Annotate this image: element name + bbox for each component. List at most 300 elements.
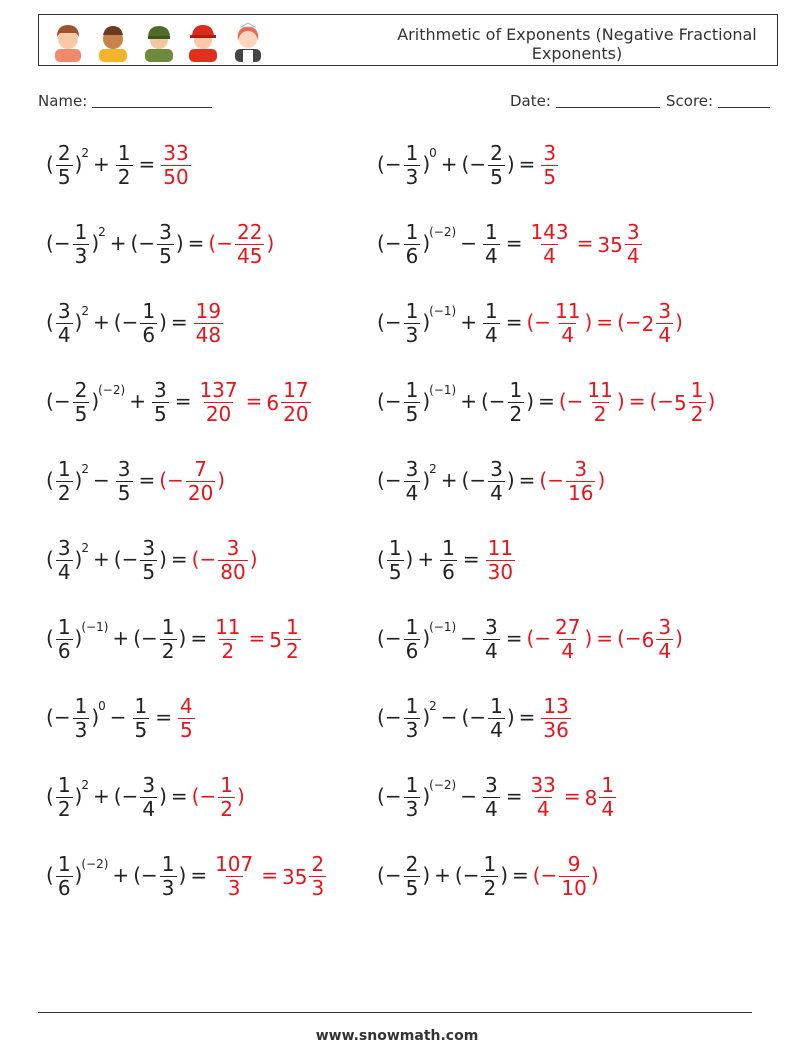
operator: + (129, 389, 146, 413)
denominator: 2 (57, 481, 71, 505)
sign: − (624, 310, 642, 334)
exponent: 2 (81, 146, 89, 160)
paren: ) (159, 547, 167, 571)
paren: ( (46, 152, 54, 176)
denominator: 2 (220, 797, 233, 821)
paren: ) (707, 389, 716, 413)
numerator: 1 (405, 694, 419, 718)
problem-19 (46, 853, 328, 913)
denominator: 5 (180, 718, 193, 742)
denominator: 6 (57, 876, 71, 900)
problem-16 (377, 695, 573, 755)
sign: − (384, 231, 402, 255)
sign: − (53, 231, 71, 255)
denominator: 2 (593, 402, 607, 426)
date-label: Date: (510, 92, 551, 110)
exponent: 2 (81, 304, 89, 318)
operator: − (460, 231, 477, 255)
paren: ) (159, 310, 167, 334)
numerator: 3 (57, 299, 71, 323)
fraction (483, 221, 500, 268)
sign: − (53, 389, 71, 413)
exponent: (−2) (98, 383, 126, 397)
numerator: 3 (484, 615, 498, 639)
numerator: 11 (215, 615, 241, 639)
name-blank[interactable] (92, 93, 212, 108)
denominator: 3 (74, 244, 88, 268)
numerator: 1 (509, 378, 523, 402)
paren: ( (377, 468, 385, 492)
operator: + (440, 468, 458, 492)
answer (195, 378, 312, 426)
denominator: 6 (405, 244, 419, 268)
answer (208, 220, 275, 268)
answer-fraction (553, 616, 582, 663)
denominator: 30 (487, 560, 514, 584)
mixed-whole: 2 (641, 311, 655, 336)
numerator: 1 (286, 615, 299, 639)
paren: ( (208, 231, 217, 255)
paren: ) (91, 389, 100, 413)
numerator: 1 (442, 536, 455, 560)
exponent: 2 (429, 699, 437, 713)
sign: − (384, 310, 402, 334)
sign: − (384, 863, 402, 887)
paren: ) (249, 547, 258, 571)
numerator: 1 (405, 378, 419, 402)
mixed-fraction (309, 853, 326, 900)
paren: ( (46, 784, 54, 808)
denominator: 5 (74, 402, 88, 426)
denominator: 4 (543, 244, 556, 268)
fraction (73, 221, 90, 268)
operator: + (417, 547, 435, 571)
sign: − (384, 705, 402, 729)
operator: + (109, 231, 127, 255)
paren: ( (133, 863, 141, 887)
numerator: 1 (388, 536, 402, 560)
paren: ( (461, 152, 470, 176)
paren: ( (377, 152, 385, 176)
numerator: 3 (226, 536, 240, 560)
answer (484, 536, 517, 584)
numerator: 1 (484, 299, 498, 323)
footer-url: www.snowmath.com (315, 1028, 479, 1044)
equals: = (505, 784, 523, 808)
operator: − (460, 626, 477, 650)
paren: ( (130, 231, 139, 255)
answer-fraction (528, 774, 557, 821)
sign: − (53, 705, 71, 729)
operator: + (460, 310, 477, 334)
answer (532, 852, 599, 900)
answer-fraction (197, 379, 239, 426)
paren: ( (46, 468, 54, 492)
paren: ) (422, 784, 431, 808)
operator: + (93, 310, 110, 334)
answer (539, 694, 572, 742)
denominator: 3 (161, 876, 175, 900)
fraction (73, 695, 90, 742)
mixed-fraction (656, 300, 673, 347)
exponent: 2 (429, 462, 437, 476)
sign: − (469, 152, 487, 176)
paren: ( (526, 626, 535, 650)
answer-fraction (178, 695, 195, 742)
denominator: 5 (490, 165, 503, 189)
denominator: 2 (57, 797, 71, 821)
equals: = (505, 310, 523, 334)
mixed-fraction (284, 616, 301, 663)
operator: + (112, 626, 130, 650)
paren: ) (422, 231, 431, 255)
exponent: (−1) (429, 383, 457, 397)
paren: ) (506, 468, 515, 492)
numerator: 1 (134, 694, 148, 718)
equals: = (505, 231, 523, 255)
paren: ) (74, 468, 83, 492)
fraction (481, 853, 498, 900)
denominator: 5 (159, 244, 172, 268)
denominator: 4 (484, 323, 498, 347)
numerator: 3 (658, 299, 672, 323)
paren: ) (506, 705, 515, 729)
equals: = (190, 626, 208, 650)
operator: + (112, 863, 130, 887)
fraction (56, 537, 73, 584)
numerator: 11 (555, 299, 581, 323)
paren: ( (461, 705, 470, 729)
denominator: 4 (626, 244, 640, 268)
denominator: 3 (405, 323, 419, 347)
sign: − (138, 231, 156, 255)
paren: ) (91, 231, 100, 255)
avatar-boy-icon (55, 25, 81, 62)
paren: ( (480, 389, 489, 413)
paren: ( (113, 310, 122, 334)
numerator: 1 (57, 773, 71, 797)
paren: ) (500, 863, 509, 887)
problem-17 (46, 774, 245, 834)
denominator: 5 (405, 402, 419, 426)
exponent: (−1) (81, 620, 109, 634)
equals: = (138, 152, 156, 176)
sign: − (462, 863, 480, 887)
paren: ( (113, 784, 122, 808)
denominator: 4 (405, 481, 419, 505)
equals: = (190, 863, 208, 887)
avatar-soldier-icon (145, 26, 173, 62)
numerator: 1 (405, 615, 419, 639)
sign: − (547, 468, 564, 492)
paren: ) (74, 784, 83, 808)
mixed-whole: 6 (266, 390, 280, 415)
paren: ( (532, 863, 541, 887)
problem-9 (46, 458, 225, 518)
paren: ( (46, 231, 54, 255)
fraction (404, 853, 421, 900)
operator: + (434, 863, 451, 887)
paren: ) (675, 310, 683, 334)
problem-1 (46, 142, 193, 202)
paren: ( (617, 626, 625, 650)
mixed-whole: 35 (597, 232, 623, 257)
denominator: 45 (237, 244, 263, 268)
paren: ) (526, 389, 535, 413)
paren: ( (377, 705, 385, 729)
answer (192, 299, 225, 347)
exponent: 2 (98, 225, 106, 239)
denominator: 4 (561, 323, 575, 347)
operator: + (93, 547, 110, 571)
answer (539, 457, 606, 505)
fraction (404, 695, 421, 742)
fraction (56, 300, 73, 347)
denominator: 2 (690, 402, 704, 426)
numerator: 3 (153, 378, 167, 402)
denominator: 4 (536, 797, 550, 821)
paren: ) (74, 152, 83, 176)
paren: ( (46, 389, 54, 413)
sign: − (199, 784, 217, 808)
paren: ( (377, 231, 385, 255)
paren: ) (422, 626, 431, 650)
answer-fraction (559, 853, 588, 900)
answer-fraction (553, 300, 582, 347)
equals: = (512, 863, 529, 887)
answer-fraction (218, 537, 247, 584)
problem-5 (46, 300, 225, 360)
fraction (152, 379, 169, 426)
denominator: 6 (405, 639, 419, 663)
numerator: 17 (283, 378, 309, 402)
paren: ( (558, 389, 567, 413)
sign: − (469, 468, 487, 492)
equals: = (170, 784, 188, 808)
fraction (73, 379, 90, 426)
fraction (488, 695, 505, 742)
operator: − (460, 784, 477, 808)
mixed-whole: 5 (674, 390, 687, 415)
sign: − (657, 389, 675, 413)
paren: ) (178, 626, 187, 650)
paren: ) (584, 310, 593, 334)
numerator: 1 (57, 852, 71, 876)
fraction (404, 616, 421, 663)
numerator: 9 (567, 852, 581, 876)
paren: ) (217, 468, 226, 492)
answer-fraction (486, 537, 515, 584)
fraction (116, 458, 133, 505)
numerator: 3 (405, 457, 419, 481)
sign: − (384, 784, 402, 808)
fraction (404, 774, 421, 821)
numerator: 1 (484, 220, 498, 244)
paren: ) (178, 863, 187, 887)
fraction (483, 774, 500, 821)
paren: ( (377, 626, 385, 650)
avatar-maid-icon (235, 23, 261, 62)
paren: ( (526, 310, 535, 334)
sign: − (534, 626, 552, 650)
paren: ) (584, 626, 593, 650)
numerator: 1 (161, 852, 175, 876)
exponent: (−2) (81, 857, 109, 871)
denominator: 50 (163, 165, 189, 189)
paren: ( (377, 863, 385, 887)
sign: − (199, 547, 217, 571)
denominator: 5 (117, 481, 131, 505)
denominator: 2 (117, 165, 131, 189)
sign: − (488, 389, 506, 413)
answer-fraction (218, 774, 235, 821)
numerator: 1 (405, 773, 419, 797)
numerator: 2 (311, 852, 325, 876)
paren: ( (113, 547, 122, 571)
problem-6 (377, 300, 683, 360)
denominator: 10 (561, 876, 587, 900)
sign: − (384, 468, 402, 492)
paren: ) (422, 468, 431, 492)
footer-divider (38, 1012, 752, 1013)
fraction (133, 695, 150, 742)
header-box (38, 14, 778, 66)
paren: ) (405, 547, 414, 571)
fraction (140, 300, 157, 347)
denominator: 3 (74, 718, 88, 742)
equals: = (170, 547, 188, 571)
fraction (160, 616, 177, 663)
paren: ) (422, 389, 431, 413)
sign: − (167, 468, 184, 492)
numerator: 1 (74, 694, 88, 718)
problem-8 (377, 379, 715, 439)
date-field[interactable] (510, 92, 660, 110)
paren: ( (539, 468, 548, 492)
numerator: 1 (490, 694, 503, 718)
numerator: 22 (237, 220, 263, 244)
mixed-fraction (625, 221, 642, 268)
numerator: 13 (543, 694, 569, 718)
problem-10 (377, 458, 605, 518)
denominator: 2 (483, 876, 497, 900)
denominator: 20 (283, 402, 309, 426)
sign: − (121, 547, 139, 571)
answer (211, 615, 303, 663)
denominator: 20 (205, 402, 232, 426)
score-blank[interactable] (718, 93, 770, 108)
paren: ( (377, 784, 385, 808)
score-field[interactable] (666, 92, 770, 110)
equals: = (170, 310, 188, 334)
fraction (56, 616, 73, 663)
operator: + (93, 152, 110, 176)
numerator: 3 (142, 773, 156, 797)
score-label: Score: (666, 92, 714, 110)
name-field[interactable] (38, 92, 212, 110)
numerator: 27 (555, 615, 581, 639)
problem-4 (377, 221, 644, 281)
equals: = (596, 626, 614, 650)
paren: ( (377, 310, 385, 334)
equals: = (518, 705, 536, 729)
numerator: 1 (405, 141, 419, 165)
operator: − (440, 705, 458, 729)
equals: = (596, 310, 614, 334)
denominator: 80 (220, 560, 246, 584)
numerator: 137 (199, 378, 238, 402)
answer-fraction (528, 221, 570, 268)
sign: − (384, 626, 402, 650)
equals: = (462, 547, 480, 571)
problem-2 (377, 142, 560, 202)
problem-11 (46, 537, 258, 597)
problem-15 (46, 695, 197, 755)
numerator: 3 (626, 220, 640, 244)
exponent: 0 (429, 146, 437, 160)
equals: = (248, 626, 266, 650)
numerator: 1 (405, 220, 419, 244)
numerator: 4 (180, 694, 193, 718)
numerator: 107 (215, 852, 254, 876)
answer (211, 852, 328, 900)
equals: = (245, 389, 263, 413)
sign: − (469, 705, 487, 729)
equals: = (518, 152, 536, 176)
operator: + (93, 784, 110, 808)
denominator: 6 (442, 560, 455, 584)
mixed-fraction (689, 379, 706, 426)
operator: − (93, 468, 110, 492)
paren: ( (46, 705, 54, 729)
exponent: (−1) (429, 304, 457, 318)
denominator: 4 (484, 797, 498, 821)
avatar-strip (47, 19, 267, 63)
numerator: 3 (490, 457, 503, 481)
paren: ) (597, 468, 606, 492)
numerator: 3 (574, 457, 588, 481)
paren: ( (377, 547, 385, 571)
numerator: 1 (405, 299, 419, 323)
numerator: 1 (74, 220, 88, 244)
date-blank[interactable] (556, 93, 660, 108)
equals: = (261, 863, 279, 887)
sign: − (216, 231, 233, 255)
denominator: 3 (311, 876, 325, 900)
denominator: 20 (187, 481, 214, 505)
paren: ( (461, 468, 470, 492)
fraction (404, 221, 421, 268)
problem-3 (46, 221, 274, 281)
denominator: 5 (57, 165, 71, 189)
fraction (404, 379, 421, 426)
name-label: Name: (38, 92, 88, 110)
sign: − (534, 310, 552, 334)
numerator: 2 (57, 141, 71, 165)
answer (176, 694, 197, 742)
denominator: 4 (658, 323, 672, 347)
numerator: 33 (163, 141, 189, 165)
answer-fraction (161, 142, 190, 189)
answer (191, 773, 245, 821)
sign: − (141, 626, 158, 650)
fraction (56, 142, 73, 189)
answer-fraction (194, 300, 223, 347)
numerator: 3 (658, 615, 672, 639)
numerator: 19 (195, 299, 222, 323)
equals: = (576, 231, 594, 255)
numerator: 3 (484, 773, 498, 797)
